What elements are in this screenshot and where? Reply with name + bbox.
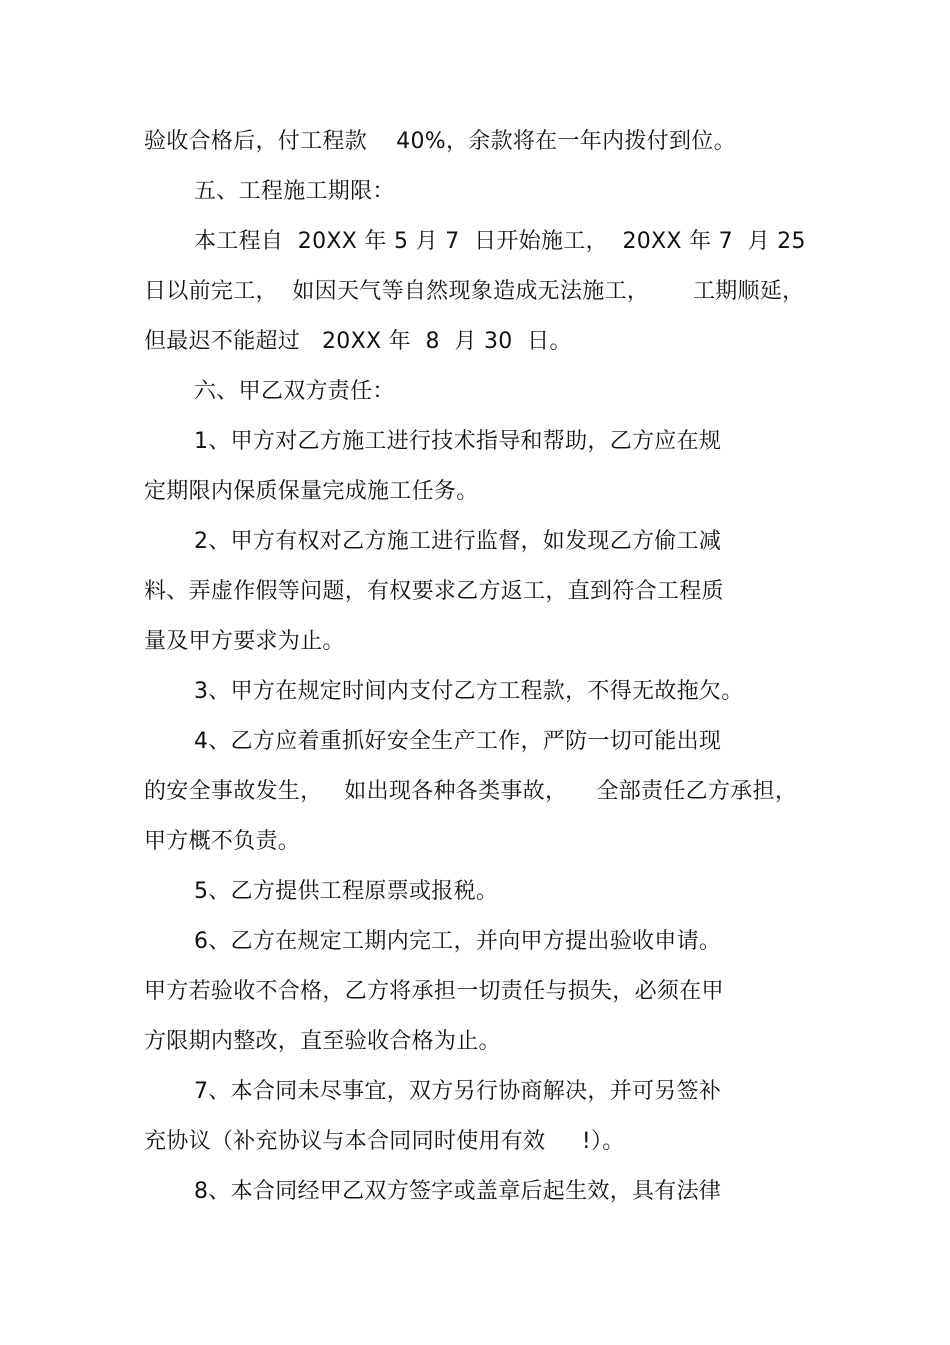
text-line: 5、乙方提供工程原票或报税。 (194, 879, 499, 904)
text-line: 7、本合同未尽事宜，双方另行协商解决，并可另签补 (194, 1079, 722, 1104)
text-line: 但最迟不能超过 20XX 年 8 月 30 日。 (144, 329, 572, 354)
text-line: 本工程自 20XX 年 5 月 7 日开始施工， 20XX 年 7 月 25 (194, 229, 806, 254)
text-line: 充协议（补充协议与本合同同时使用有效 !）。 (144, 1129, 625, 1154)
text-line: 验收合格后，付工程款 40%，余款将在一年内拨付到位。 (144, 129, 736, 154)
text-line: 定期限内保质保量完成施工任务。 (144, 479, 479, 504)
text-line: 的安全事故发生， 如出现各种各类事故， 全部责任乙方承担， (144, 779, 798, 804)
section-heading: 六、甲乙双方责任： (194, 379, 395, 404)
text-line: 方限期内整改，直至验收合格为止。 (144, 1029, 501, 1054)
text-line: 甲方概不负责。 (144, 829, 301, 854)
text-line: 甲方若验收不合格，乙方将承担一切责任与损失，必须在甲 (144, 979, 724, 1004)
text-line: 6、乙方在规定工期内完工，并向甲方提出验收申请。 (194, 929, 722, 954)
text-line: 1、甲方对乙方施工进行技术指导和帮助，乙方应在规 (194, 429, 722, 454)
text-line: 量及甲方要求为止。 (144, 629, 345, 654)
section-heading: 五、工程施工期限： (194, 179, 395, 204)
text-line: 8、本合同经甲乙双方签字或盖章后起生效，具有法律 (194, 1179, 722, 1204)
text-line: 4、乙方应着重抓好安全生产工作，严防一切可能出现 (194, 729, 722, 754)
text-line: 日以前完工， 如因天气等自然现象造成无法施工， 工期顺延， (144, 279, 805, 304)
text-line: 3、甲方在规定时间内支付乙方工程款，不得无故拖欠。 (194, 679, 744, 704)
text-line: 料、弄虚作假等问题，有权要求乙方返工，直到符合工程质 (144, 579, 724, 604)
text-line: 2、甲方有权对乙方施工进行监督，如发现乙方偷工减 (194, 529, 722, 554)
